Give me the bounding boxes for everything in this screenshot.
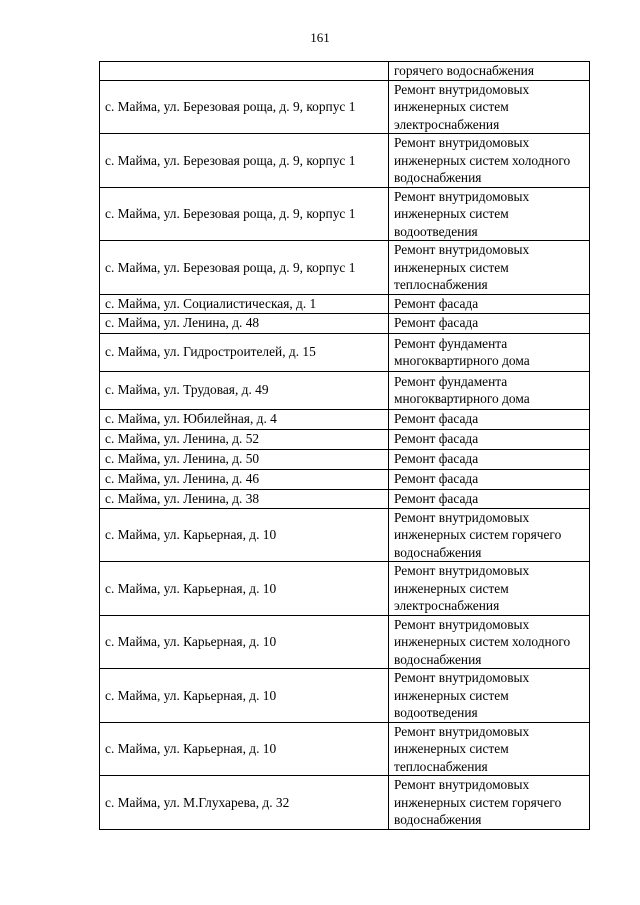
- work-type-cell: Ремонт фасада: [389, 294, 590, 313]
- work-type-cell: Ремонт фундамента многоквартирного дома: [389, 371, 590, 409]
- work-type-cell: Ремонт фасада: [389, 489, 590, 508]
- page-number: 161: [310, 30, 330, 45]
- table-row: [100, 562, 590, 616]
- table-row: [100, 722, 590, 776]
- table-row: [100, 62, 590, 81]
- table-row: [100, 489, 590, 508]
- work-type-cell: Ремонт внутридомовых инженерных систем горячего водоснабжения: [389, 508, 590, 562]
- table-row: [100, 469, 590, 489]
- table-row: [100, 449, 590, 469]
- work-type-cell: Ремонт внутридомовых инженерных систем теплоснабжения: [389, 241, 590, 295]
- address-cell: с. Майма, ул. Карьерная, д. 10: [100, 508, 389, 562]
- address-cell: с. Майма, ул. Гидростроителей, д. 15: [100, 333, 389, 371]
- work-type-cell: Ремонт фасада: [389, 313, 590, 333]
- work-type-cell: Ремонт внутридомовых инженерных систем горячего водоснабжения: [389, 776, 590, 830]
- address-cell: с. Майма, ул. Березовая роща, д. 9, корпус 1: [100, 241, 389, 295]
- work-type-cell: Ремонт фасада: [389, 449, 590, 469]
- table-row: [100, 294, 590, 313]
- address-cell: с. Майма, ул. Березовая роща, д. 9, корпус 1: [100, 187, 389, 241]
- address-cell: с. Майма, ул. Ленина, д. 50: [100, 449, 389, 469]
- table-row: [100, 333, 590, 371]
- address-cell: с. Майма, ул. Карьерная, д. 10: [100, 669, 389, 723]
- address-cell: с. Майма, ул. М.Глухарева, д. 32: [100, 776, 389, 830]
- table-row: [100, 241, 590, 295]
- address-cell: с. Майма, ул. Трудовая, д. 49: [100, 371, 389, 409]
- work-type-cell: Ремонт фундамента многоквартирного дома: [389, 333, 590, 371]
- work-type-cell: Ремонт внутридомовых инженерных систем холодного водоснабжения: [389, 134, 590, 188]
- address-cell: с. Майма, ул. Социалистическая, д. 1: [100, 294, 389, 313]
- work-type-cell: Ремонт внутридомовых инженерных систем водоотведения: [389, 669, 590, 723]
- table-row: [100, 80, 590, 134]
- table-row: [100, 669, 590, 723]
- table-row: [100, 776, 590, 830]
- table-row: [100, 313, 590, 333]
- work-type-cell: горячего водоснабжения: [389, 62, 590, 81]
- work-type-cell: Ремонт внутридомовых инженерных систем электроснабжения: [389, 80, 590, 134]
- address-cell: с. Майма, ул. Карьерная, д. 10: [100, 722, 389, 776]
- work-type-cell: Ремонт фасада: [389, 429, 590, 449]
- address-cell: с. Майма, ул. Юбилейная, д. 4: [100, 409, 389, 429]
- table-row: [100, 409, 590, 429]
- address-cell: [100, 62, 389, 81]
- table-row: [100, 371, 590, 409]
- works-table: [99, 61, 590, 830]
- address-cell: с. Майма, ул. Ленина, д. 38: [100, 489, 389, 508]
- work-type-cell: Ремонт внутридомовых инженерных систем водоотведения: [389, 187, 590, 241]
- table-row: [100, 429, 590, 449]
- address-cell: с. Майма, ул. Ленина, д. 48: [100, 313, 389, 333]
- work-type-cell: Ремонт внутридомовых инженерных систем холодного водоснабжения: [389, 615, 590, 669]
- table-row: [100, 508, 590, 562]
- work-type-cell: Ремонт фасада: [389, 469, 590, 489]
- table-row: [100, 615, 590, 669]
- address-cell: с. Майма, ул. Ленина, д. 52: [100, 429, 389, 449]
- address-cell: с. Майма, ул. Ленина, д. 46: [100, 469, 389, 489]
- address-cell: с. Майма, ул. Березовая роща, д. 9, корпус 1: [100, 80, 389, 134]
- address-cell: с. Майма, ул. Карьерная, д. 10: [100, 615, 389, 669]
- table-row: [100, 134, 590, 188]
- address-cell: с. Майма, ул. Березовая роща, д. 9, корпус 1: [100, 134, 389, 188]
- table-row: [100, 187, 590, 241]
- work-type-cell: Ремонт внутридомовых инженерных систем электроснабжения: [389, 562, 590, 616]
- address-cell: с. Майма, ул. Карьерная, д. 10: [100, 562, 389, 616]
- work-type-cell: Ремонт внутридомовых инженерных систем теплоснабжения: [389, 722, 590, 776]
- work-type-cell: Ремонт фасада: [389, 409, 590, 429]
